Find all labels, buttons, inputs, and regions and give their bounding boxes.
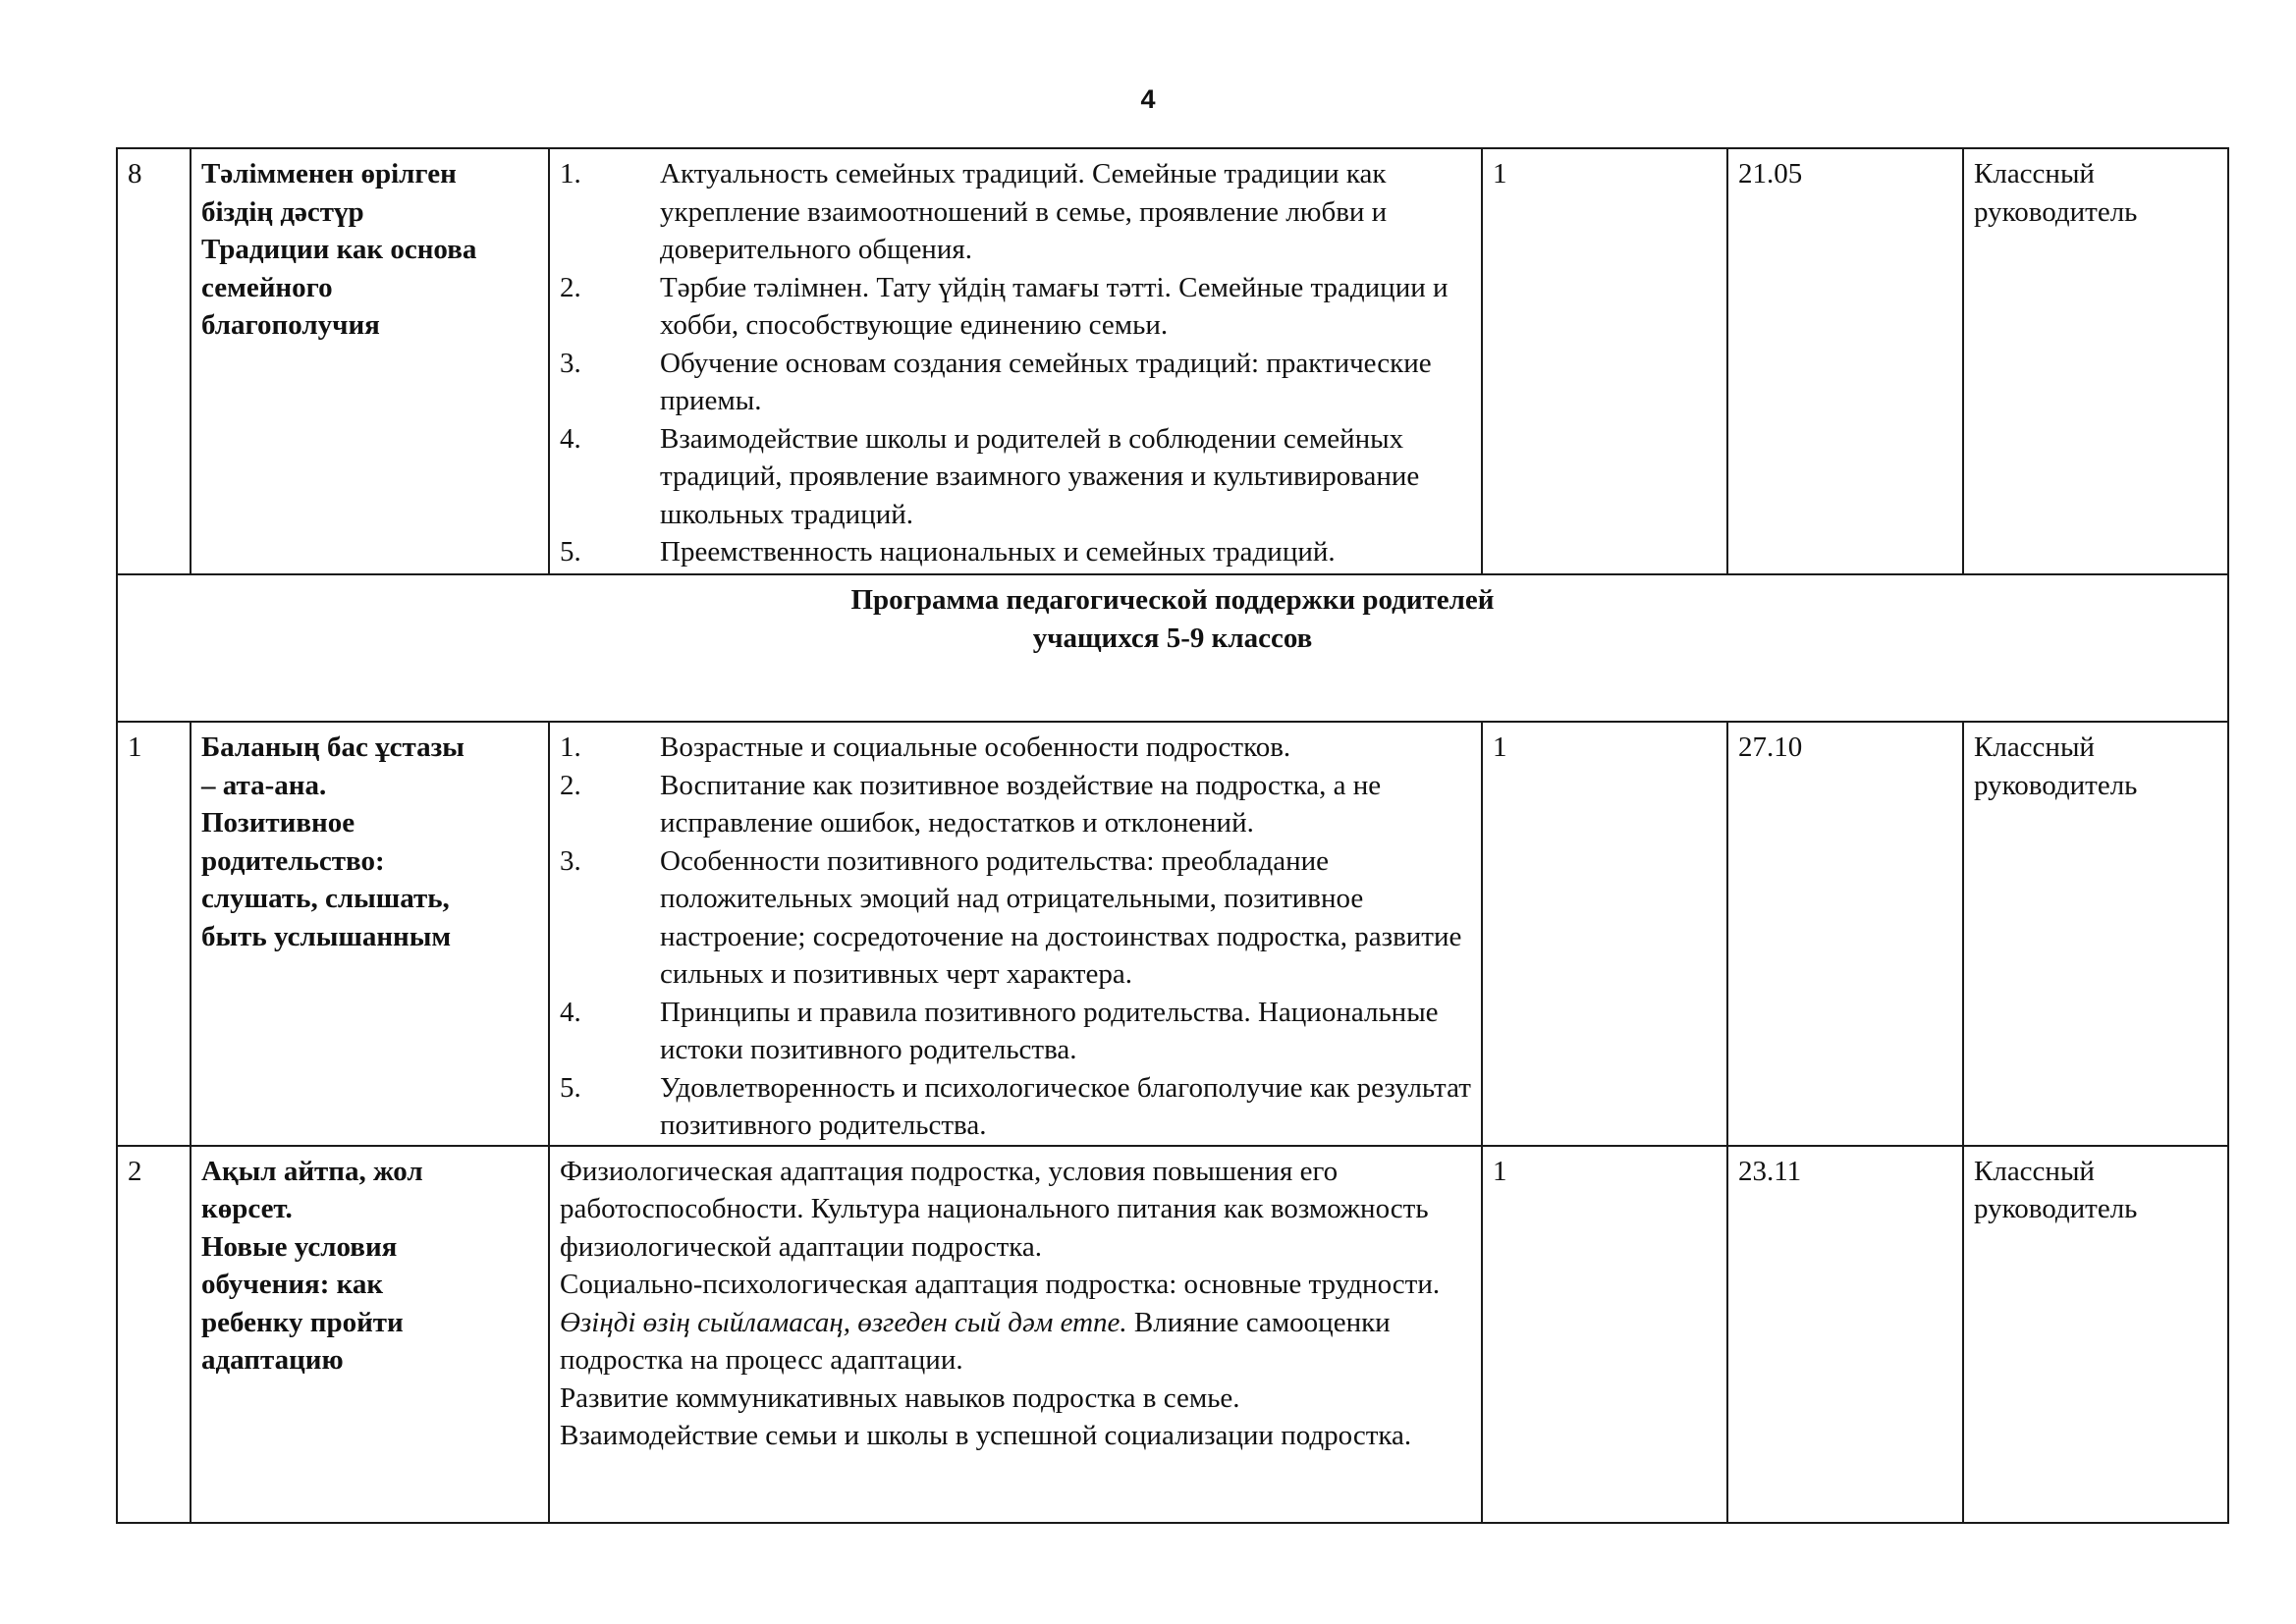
item-text: Возрастные и социальные особенности подростков. (660, 731, 1291, 763)
paragraph: Физиологическая адаптация подростка, условия повышения его работоспособности. Культура национального питания как возможность физиологической адаптации подростка. (560, 1155, 1429, 1263)
topic-line: быть услышанным (201, 920, 452, 952)
item-text: Принципы и правила позитивного родительства. Национальные истоки позитивного родительства. (660, 996, 1439, 1065)
topic-line: көрсет. (201, 1193, 293, 1224)
item-number: 1. (560, 731, 581, 763)
table-row (117, 1146, 2228, 1523)
item-number: 2. (560, 769, 581, 801)
topic-line: родительство: (201, 844, 385, 877)
proverb-text: Өзіңді өзің сыйламасаң, өзгеден сый дәм етпе. (560, 1306, 1127, 1338)
plan-table (116, 147, 2229, 1524)
row-number: 1 (117, 722, 191, 1146)
topic-line: адаптацию (201, 1344, 344, 1376)
list-item (560, 994, 1471, 1069)
item-text: Взаимодействие школы и родителей в соблюдении семейных традиций, проявление взаимного уважения и культивирование школьных традиций. (660, 422, 1420, 530)
item-number: 1. (560, 158, 581, 189)
item-text: Воспитание как позитивное воздействие на подростка, а не исправление ошибок, недостатков и отклонений. (660, 769, 1382, 839)
section-row (117, 574, 2228, 722)
topic-line: Позитивное (201, 807, 355, 839)
responsible-cell: Классный руководитель (1963, 1146, 2228, 1523)
topic-line: біздің дәстүр (201, 195, 364, 228)
item-text: Тәрбие тәлімнен. Тату үйдің тамағы тәтті. Семейные традиции и хобби, способствующие единению семьи. (660, 271, 1449, 341)
topic-line: семейного (201, 271, 333, 303)
item-number: 3. (560, 844, 581, 877)
paragraph: Взаимодействие семьи и школы в успешной социализации подростка. (560, 1420, 1412, 1451)
topic-line: слушать, слышать, (201, 883, 450, 914)
topic-line: Ақыл айтпа, жол (201, 1155, 423, 1187)
hours-cell: 1 (1482, 148, 1727, 574)
item-text: Обучение основам создания семейных традиций: практические приемы. (660, 347, 1432, 416)
topic-line: обучения: как (201, 1269, 384, 1300)
item-number: 4. (560, 422, 581, 455)
date-cell: 21.05 (1727, 148, 1963, 574)
topic-cell (191, 722, 549, 1146)
item-text: Удовлетворенность и психологическое благополучие как результат позитивного родительства. (660, 1071, 1471, 1141)
item-number: 3. (560, 347, 581, 379)
paragraph: Социально-психологическая адаптация подростка: основные трудности. (560, 1269, 1441, 1300)
responsible-cell: Классный руководитель (1963, 722, 2228, 1146)
section-title-line: Программа педагогической поддержки родителей (850, 584, 1495, 616)
list-item (560, 1069, 1471, 1145)
topic-cell (191, 1146, 549, 1523)
list-item (560, 767, 1471, 842)
topic-cell (191, 148, 549, 574)
hours-cell: 1 (1482, 1146, 1727, 1523)
responsible-cell: Классный руководитель (1963, 148, 2228, 574)
list-item (560, 420, 1471, 534)
date-cell: 23.11 (1727, 1146, 1963, 1523)
paragraph: Развитие коммуникативных навыков подростка в семье. (560, 1381, 1240, 1414)
table-row (117, 148, 2228, 574)
topic-line: – ата-ана. (201, 769, 327, 801)
list-item (560, 269, 1471, 345)
content-cell (549, 1146, 1482, 1523)
list-item (560, 533, 1471, 571)
topic-line: Баланың бас ұстазы (201, 731, 465, 763)
list-item (560, 345, 1471, 420)
date-cell: 27.10 (1727, 722, 1963, 1146)
hours-cell: 1 (1482, 722, 1727, 1146)
item-number: 2. (560, 271, 581, 303)
item-number: 4. (560, 996, 581, 1028)
paragraph-text: Влияние самооценки подростка на процесс адаптации. (560, 1306, 1391, 1376)
paragraph (560, 1304, 1471, 1380)
section-title-line: учащихся 5-9 классов (1032, 622, 1313, 654)
topic-line: Новые условия (201, 1230, 398, 1263)
topic-line: Тәлімменен өрілген (201, 158, 457, 189)
topic-line: благополучия (201, 309, 380, 341)
row-number: 2 (117, 1146, 191, 1523)
item-text: Особенности позитивного родительства: преобладание положительных эмоций над отрицательными, позитивное настроение; сосредоточение на достоинствах подростка, развитие сильных и позитивных черт характера. (660, 844, 1462, 990)
list-item (560, 729, 1471, 767)
list-item (560, 155, 1471, 269)
row-number: 8 (117, 148, 191, 574)
topic-line: Традиции как основа (201, 234, 477, 265)
table-row (117, 722, 2228, 1146)
content-cell (549, 722, 1482, 1146)
topic-line: ребенку пройти (201, 1306, 404, 1338)
list-item (560, 842, 1471, 994)
section-title (117, 574, 2228, 722)
item-text: Преемственность национальных и семейных традиций. (660, 536, 1336, 568)
item-text: Актуальность семейных традиций. Семейные традиции как укрепление взаимоотношений в семье, проявление любви и доверительного общения. (660, 158, 1388, 265)
item-number: 5. (560, 536, 581, 568)
content-cell (549, 148, 1482, 574)
page-number: 4 (1140, 84, 1156, 114)
item-number: 5. (560, 1071, 581, 1104)
